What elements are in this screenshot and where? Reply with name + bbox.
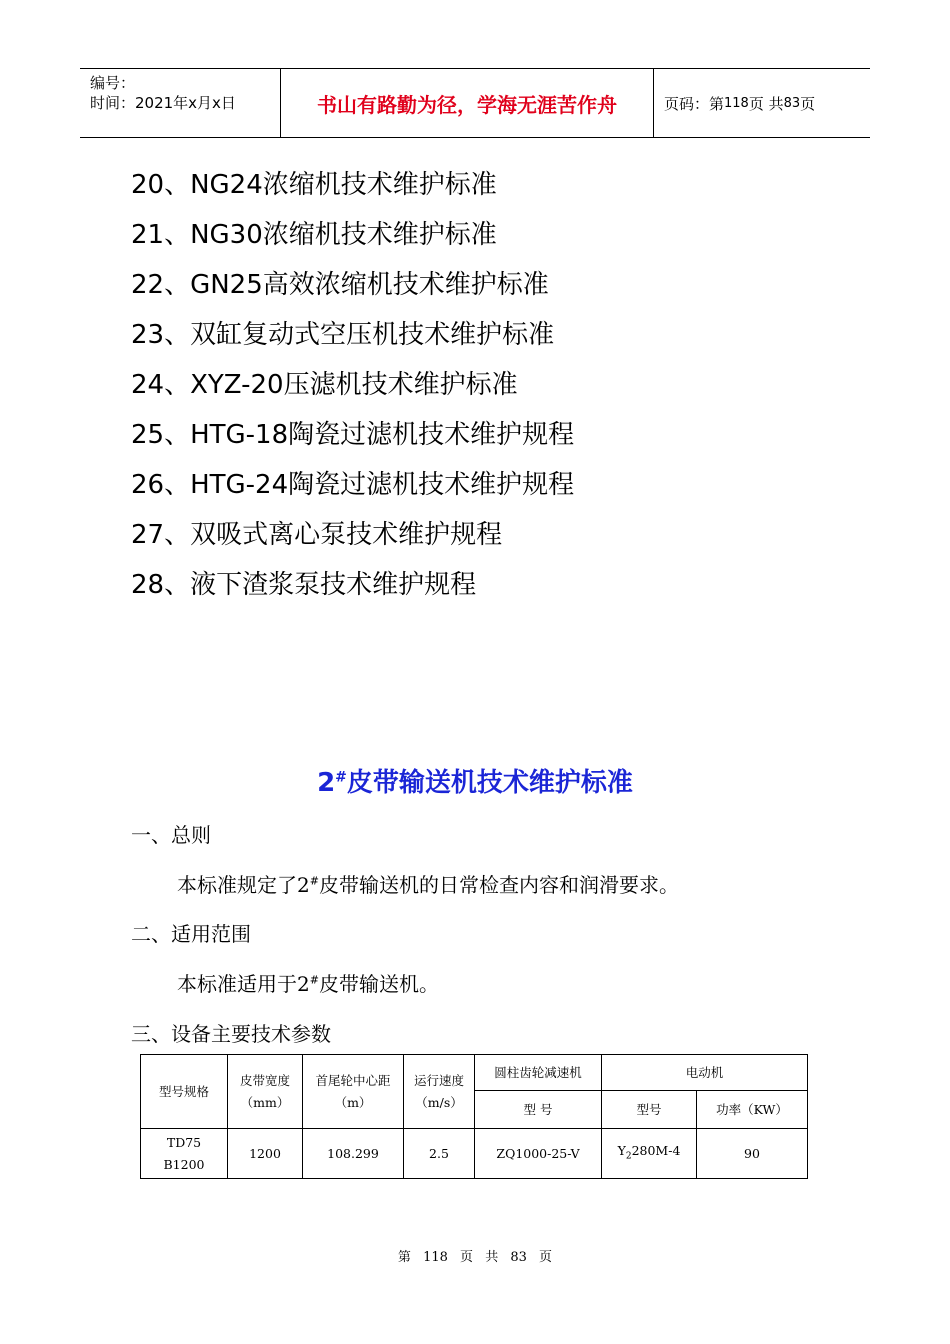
th-power: 功率（KW） — [697, 1091, 808, 1129]
title-rest: 皮带输送机技术维护标准 — [346, 768, 633, 798]
td-model-line2: B1200 — [163, 1156, 205, 1172]
number-label: 编号： — [90, 74, 136, 92]
footer-page-num: 118 — [423, 1250, 448, 1265]
td-reducer: ZQ1000-25-V — [475, 1129, 602, 1179]
section-1-heading: 一、总则 — [131, 823, 211, 847]
s1-pre: 本标准规定了2 — [177, 873, 310, 897]
th-motor: 电动机 — [602, 1055, 808, 1091]
toc-item: 21、NG30浓缩机技术维护标准 — [131, 220, 497, 250]
title-sup: # — [335, 769, 347, 786]
footer-first: 第 — [397, 1250, 411, 1265]
toc-item: 27、双吸式离心泵技术维护规程 — [131, 520, 503, 550]
footer-last: 页 — [539, 1250, 553, 1265]
motor-pre: Y — [617, 1142, 626, 1158]
header-page-info — [654, 69, 870, 137]
toc-list — [131, 160, 574, 610]
th-reducer-model: 型 号 — [475, 1091, 602, 1129]
toc-item: 22、GN25高效浓缩机技术维护标准 — [131, 270, 549, 300]
motor-sub: 2 — [625, 1151, 632, 1162]
s1-sup: # — [309, 874, 319, 888]
time-label: 时间：2021年x月x日 — [90, 94, 236, 112]
header-meta — [80, 69, 281, 137]
table-header-row — [141, 1055, 808, 1091]
motor-post: 280M-4 — [631, 1142, 681, 1158]
section-2-body — [177, 968, 439, 997]
td-speed: 2.5 — [404, 1129, 475, 1179]
table-row — [141, 1129, 808, 1179]
toc-item: 23、双缸复动式空压机技术维护标准 — [131, 320, 555, 350]
th-model: 型号规格 — [141, 1055, 228, 1129]
section-1-body — [177, 869, 679, 898]
footer-total-label: 共 — [485, 1250, 499, 1265]
td-width: 1200 — [228, 1129, 303, 1179]
section-3-heading: 三、设备主要技术参数 — [131, 1022, 331, 1046]
footer-page: 页 — [460, 1250, 474, 1265]
th-motor-model: 型号 — [602, 1091, 697, 1129]
toc-item: 25、HTG-18陶瓷过滤机技术维护规程 — [131, 420, 575, 450]
page-header — [80, 68, 870, 138]
th-width: 皮带宽度（mm） — [228, 1055, 303, 1129]
td-distance: 108.299 — [303, 1129, 404, 1179]
page-total: 83 — [783, 95, 801, 111]
header-motto: 书山有路勤为径，学海无涯苦作舟 — [281, 69, 654, 137]
title-prefix: 2 — [317, 768, 336, 798]
page-footer — [0, 1246, 950, 1265]
s2-sup: # — [309, 973, 319, 987]
s1-post: 皮带输送机的日常检查内容和润滑要求。 — [318, 873, 679, 897]
footer-total: 83 — [510, 1250, 527, 1265]
td-motor — [602, 1129, 697, 1179]
toc-item: 26、HTG-24陶瓷过滤机技术维护规程 — [131, 470, 575, 500]
page-prefix: 页码：第 — [664, 94, 725, 113]
toc-item: 20、NG24浓缩机技术维护标准 — [131, 170, 497, 200]
page-mid: 页 共 — [748, 94, 784, 113]
td-power: 90 — [697, 1129, 808, 1179]
toc-item: 24、XYZ-20压滤机技术维护标准 — [131, 370, 518, 400]
s2-pre: 本标准适用于2 — [177, 972, 310, 996]
page-number: 118 — [724, 95, 749, 111]
page-suffix: 页 — [800, 94, 816, 113]
toc-item: 28、液下渣浆泵技术维护规程 — [131, 570, 477, 600]
document-title — [0, 762, 950, 799]
th-speed: 运行速度（m/s） — [404, 1055, 475, 1129]
th-reducer: 圆柱齿轮减速机 — [475, 1055, 602, 1091]
spec-table — [140, 1054, 808, 1179]
s2-post: 皮带输送机。 — [318, 972, 439, 996]
th-distance: 首尾轮中心距（m） — [303, 1055, 404, 1129]
td-model — [141, 1129, 228, 1179]
td-model-line1: TD75 — [166, 1134, 202, 1150]
section-2-heading: 二、适用范围 — [131, 922, 251, 946]
